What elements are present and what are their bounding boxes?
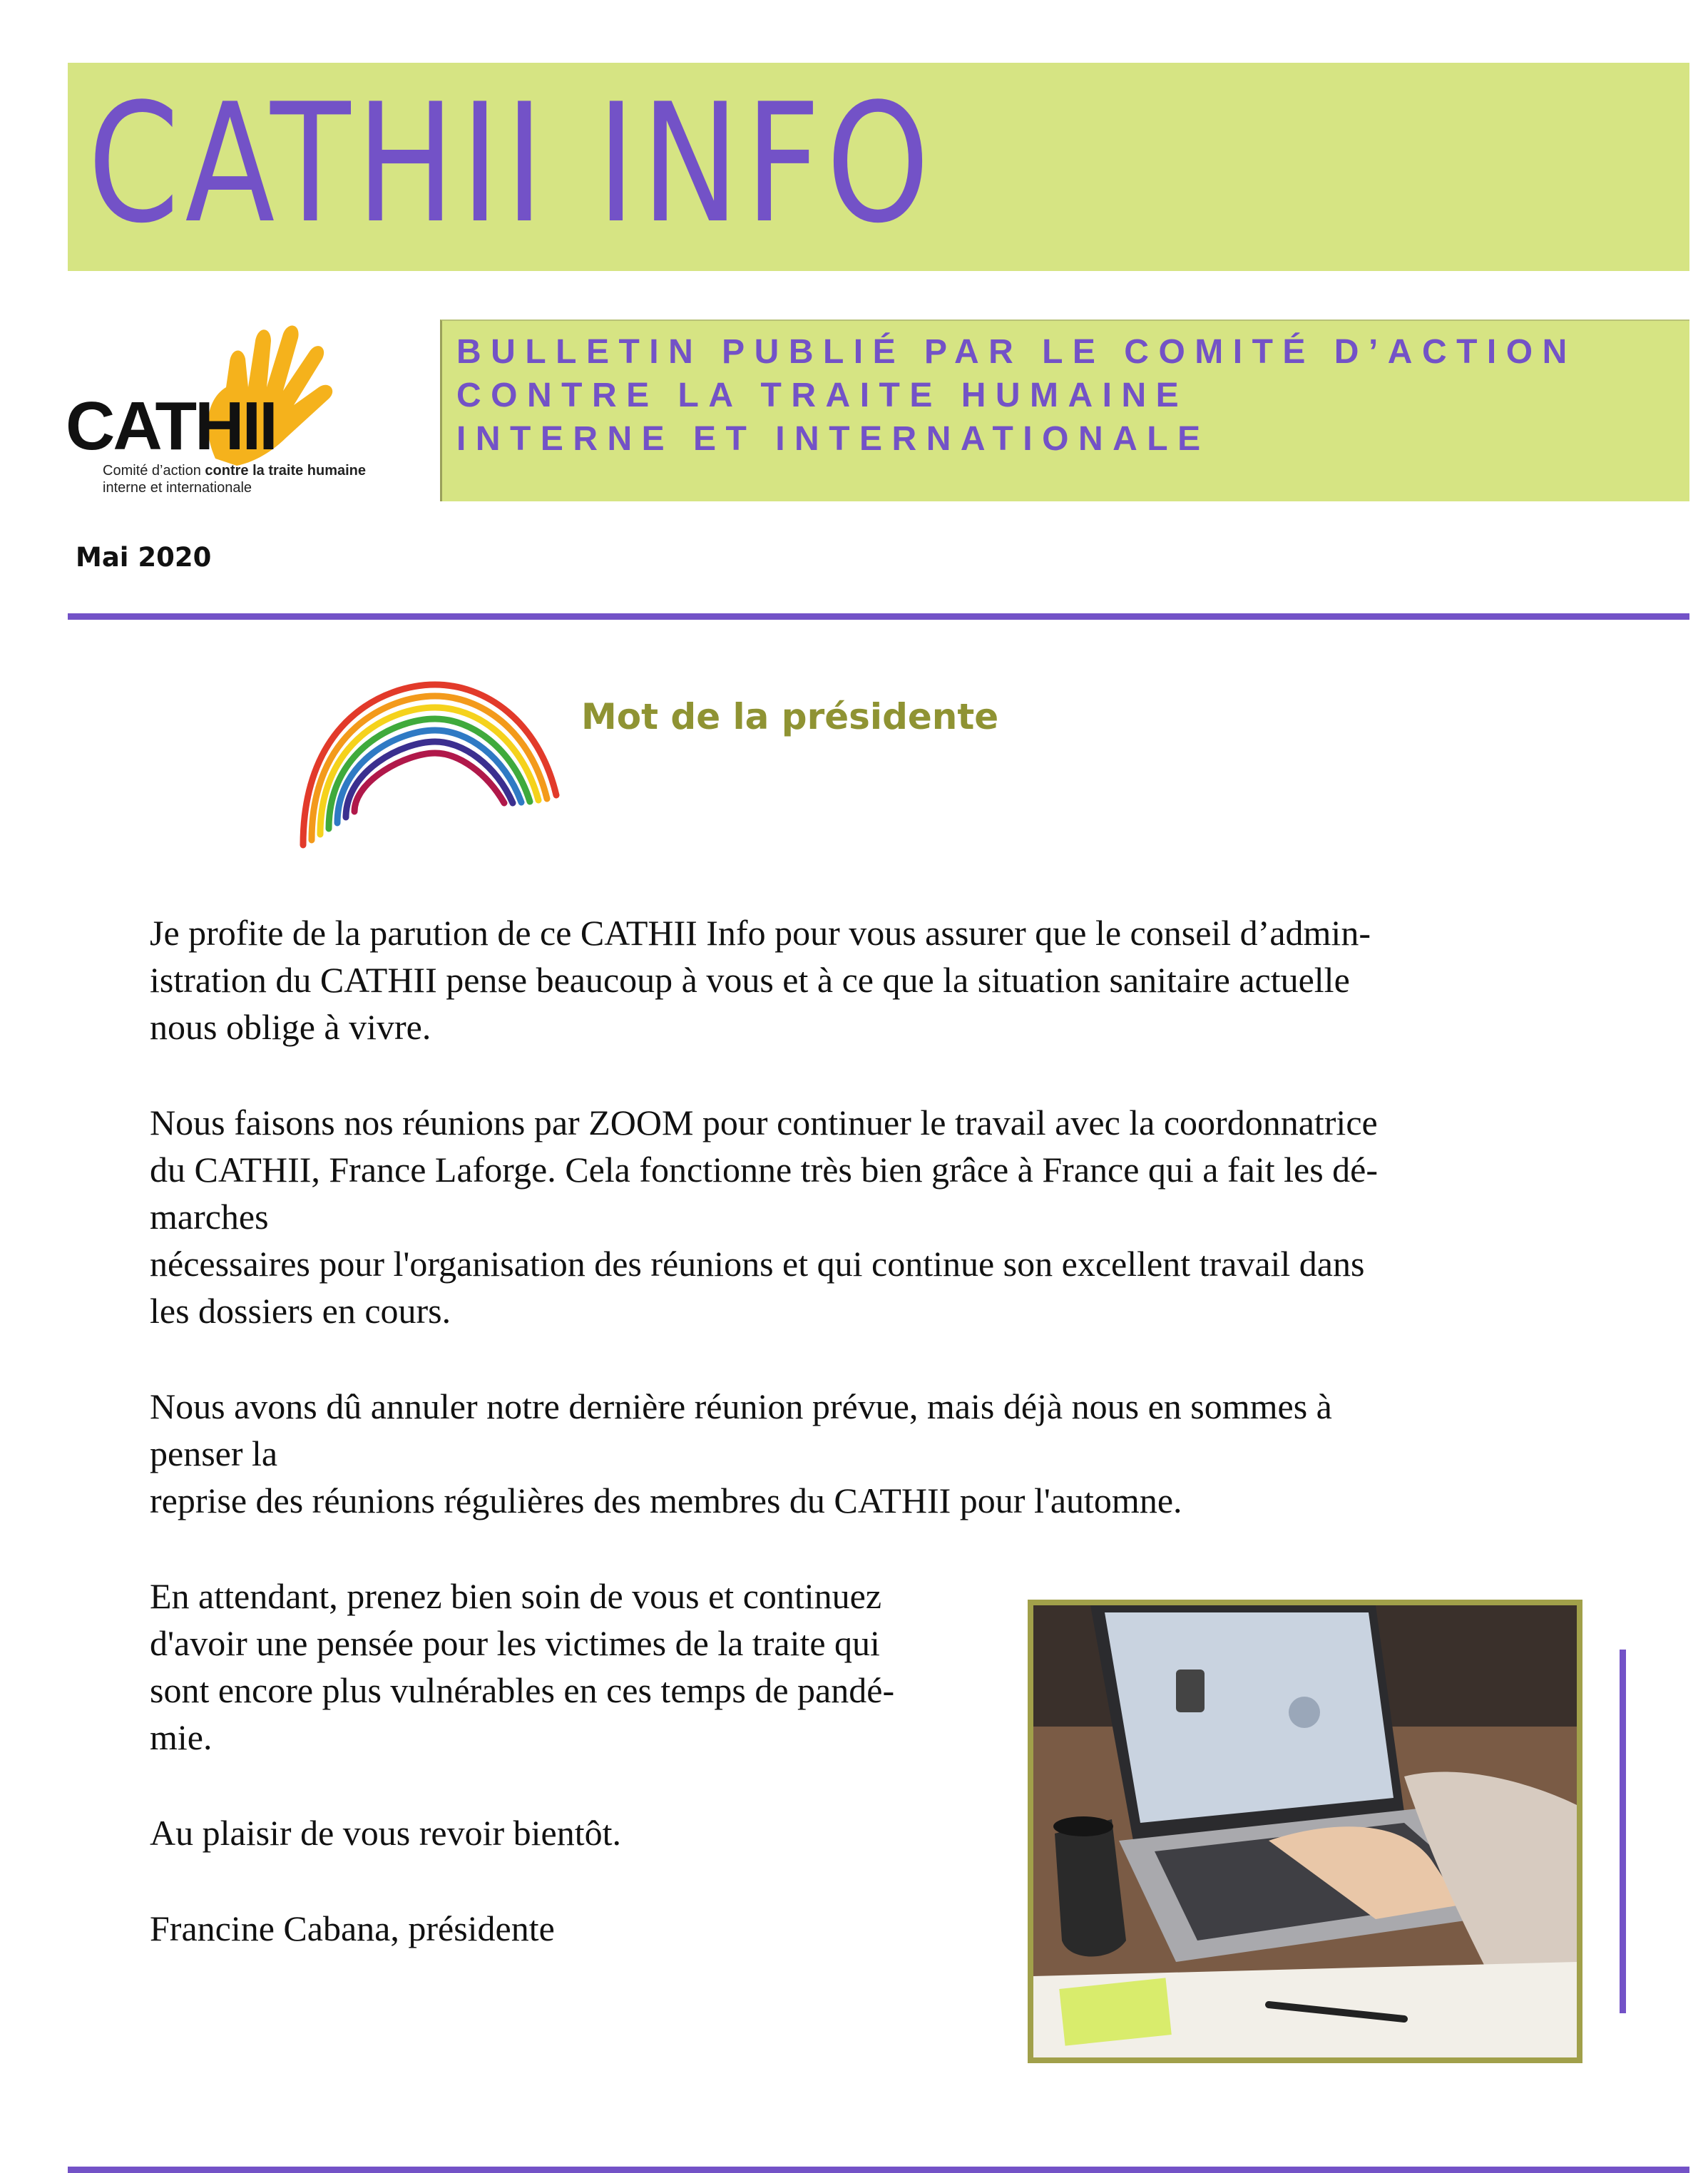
subtitle-line: INTERNE ET INTERNATIONALE xyxy=(456,420,1210,458)
side-accent-bar xyxy=(1620,1650,1626,2013)
laptop-photo xyxy=(1028,1600,1582,2063)
cathii-logo xyxy=(66,319,429,505)
issue-date: Mai 2020 xyxy=(76,542,212,573)
paragraph: Je profite de la parution de ce CATHII Info pour vous assurer que le conseil d’admin- istration du CATHII pense beaucoup à vous et à ce que la situation sanitaire actuelle nous oblige à vivre. xyxy=(150,913,1371,1047)
logo-tagline xyxy=(103,462,366,496)
paragraph: Au plaisir de vous revoir bientôt. xyxy=(150,1813,621,1853)
masthead-banner xyxy=(68,63,1689,271)
paragraph: En attendant, prenez bien soin de vous et continuez d'avoir une pensée pour les victimes de la traite qui sont encore plus vulnérables en ces temps de pandé- mie. xyxy=(150,1576,895,1757)
paragraph: Nous avons dû annuler notre dernière réunion prévue, mais déjà nous en sommes à penser la reprise des réunions régulières des membres du CATHII pour l'automne. xyxy=(150,1386,1332,1520)
newsletter-title: CATHII INFO xyxy=(88,69,936,260)
logo-tagline-bold: contre la traite humaine xyxy=(205,463,367,479)
paragraph: Nous faisons nos réunions par ZOOM pour continuer le travail avec la coordonnatrice du CATHII, France Laforge. Cela fonctionne très bien grâce à France qui a fait les dé- marches nécessaires pour l'organisation des réunions et qui continue son excellent travail dans les dossiers en cours. xyxy=(150,1103,1378,1331)
subtitle-box xyxy=(440,319,1689,501)
subtitle-line: CONTRE LA TRAITE HUMAINE xyxy=(456,377,1189,414)
subtitle-line: BULLETIN PUBLIÉ PAR LE COMITÉ D’ACTION xyxy=(456,333,1577,371)
divider-top xyxy=(68,613,1689,620)
section-heading: Mot de la présidente xyxy=(581,696,999,737)
signature: Francine Cabana, présidente xyxy=(150,1908,555,1948)
logo-tagline-line2: interne et internationale xyxy=(103,480,252,496)
laptop-photo-image xyxy=(1033,1605,1577,2057)
divider-bottom xyxy=(68,2167,1689,2173)
logo-wordmark: CATHII xyxy=(66,388,276,464)
logo-tagline-prefix: Comité d’action xyxy=(103,463,205,479)
rainbow-icon xyxy=(289,670,567,857)
